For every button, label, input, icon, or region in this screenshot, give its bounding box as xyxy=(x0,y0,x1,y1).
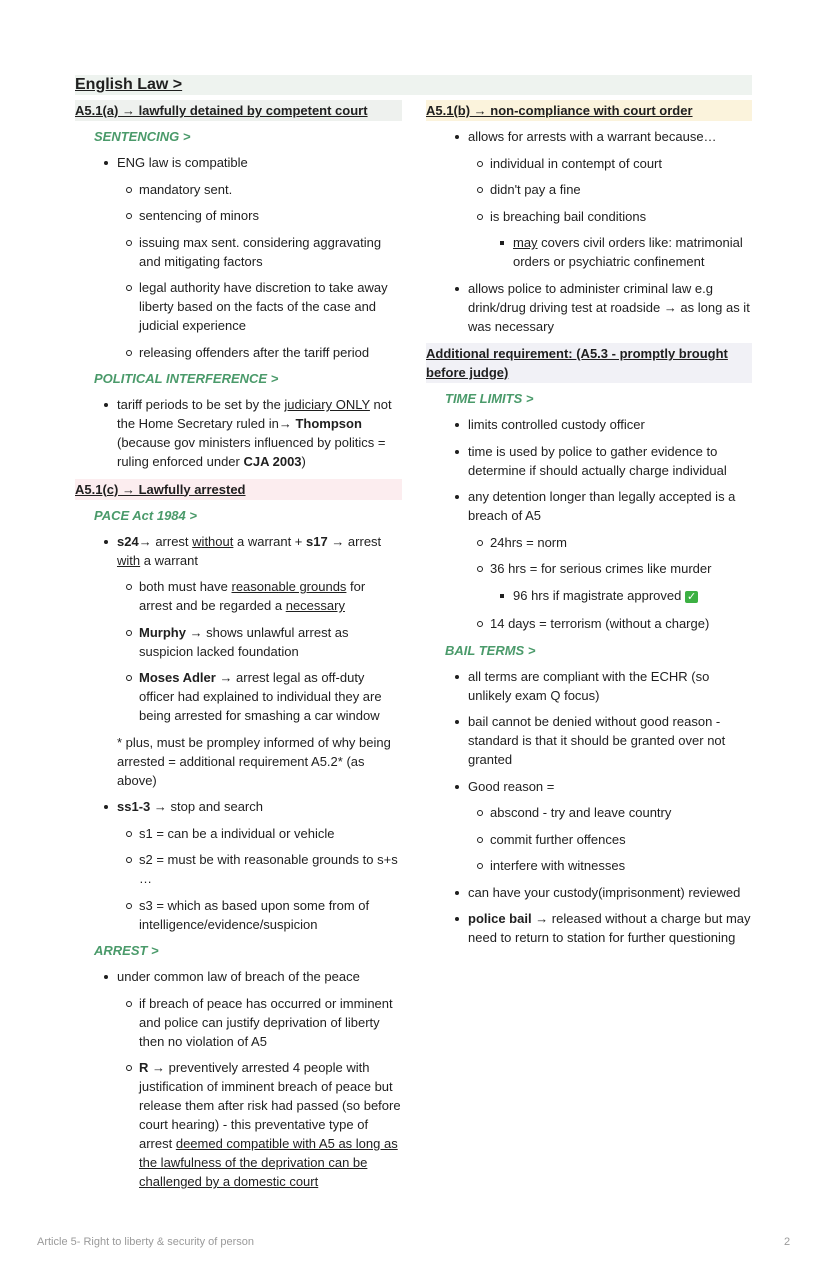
text-segment: is breaching bail conditions xyxy=(490,208,647,224)
list-item xyxy=(426,233,752,271)
list-item xyxy=(426,777,752,796)
text-segment: both must have xyxy=(139,579,232,594)
list-item-text xyxy=(490,856,752,875)
text-segment: → preventively arrested 4 people with justification of imminent breach of peace but release them after risk had passed (so before court hearing) - this preventative type of arrest xyxy=(139,1060,401,1151)
text-segment: commit further offences xyxy=(490,831,626,847)
section-heading xyxy=(75,100,402,121)
bullet-icon xyxy=(126,285,132,291)
list-item xyxy=(75,233,402,271)
list-item xyxy=(426,207,752,226)
list-item xyxy=(75,180,402,199)
text-segment: covers civil orders like: matrimonial orders or psychiatric confinement xyxy=(513,235,743,269)
footer-page-number: 2 xyxy=(784,1236,791,1248)
text-segment: A5.1(c) → Lawfully arrested xyxy=(75,481,246,497)
check-icon: ✓ xyxy=(686,590,697,603)
footer-document-title: Article 5- Right to liberty & security of person xyxy=(37,1236,255,1248)
text-segment: a warrant + xyxy=(233,533,306,549)
list-item xyxy=(75,206,402,225)
bullet-icon xyxy=(104,161,108,165)
text-segment: → shows unlawful arrest as suspicion lacked foundation xyxy=(139,624,349,659)
text-segment: individual in contempt of court xyxy=(490,155,662,171)
text-segment: allows for arrests with a warrant because… xyxy=(468,129,717,144)
list-item-text xyxy=(139,577,402,615)
list-item xyxy=(75,153,402,172)
list-item xyxy=(426,586,752,607)
text-segment: Additional requirement: (A5.3 - promptly brought before judge) xyxy=(426,346,728,380)
text-segment: 96 hrs if magistrate approved xyxy=(513,587,685,603)
list-item-text xyxy=(490,559,752,578)
list-item-text xyxy=(513,233,752,271)
list-item-text xyxy=(139,343,402,362)
text-segment: (because gov ministers influenced by politics = ruling enforced under xyxy=(117,435,386,469)
list-item-text xyxy=(490,614,752,633)
bullet-icon xyxy=(126,1001,132,1007)
right-column xyxy=(426,100,752,955)
list-item xyxy=(75,824,402,843)
bullet-icon xyxy=(477,621,483,627)
text-segment: all terms are compliant with the ECHR (so unlikely exam Q focus) xyxy=(468,668,710,703)
page-title: English Law > xyxy=(75,76,183,93)
bullet-icon xyxy=(500,241,504,245)
list-item-text xyxy=(468,667,752,705)
list-item-text xyxy=(139,233,402,271)
text-segment: → arrest legal as off-duty officer had explained to individual they are being arrested for smashing a car window xyxy=(139,670,382,723)
list-item xyxy=(426,883,752,902)
text-segment: s24 xyxy=(117,533,139,549)
subsection-heading: ARREST > xyxy=(94,943,159,958)
text-segment: interfere with witnesses xyxy=(490,858,626,873)
list-item-text xyxy=(490,154,752,173)
bullet-icon xyxy=(126,857,132,863)
list-item xyxy=(426,803,752,822)
list-item-text xyxy=(117,153,402,172)
text-segment: 14 days = terrorism (without a charge) xyxy=(490,616,710,631)
text-segment: 36 hrs = for serious crimes like murder xyxy=(490,561,712,576)
list-item-text xyxy=(468,909,752,947)
bullet-icon xyxy=(126,213,132,219)
bullet-icon xyxy=(477,540,483,546)
list-item xyxy=(426,667,752,705)
list-item xyxy=(426,442,752,480)
text-segment: s17 xyxy=(306,533,328,549)
list-item xyxy=(75,797,402,816)
text-segment: legal authority have discretion to take away liberty based on the facts of the case and judicial experience xyxy=(139,280,388,333)
bullet-icon xyxy=(455,135,459,139)
subsection-heading: BAIL TERMS > xyxy=(445,642,536,658)
bullet-icon xyxy=(477,863,483,869)
list-item xyxy=(75,343,402,362)
text-segment: A5.1(a) → lawfully detained by competent court xyxy=(75,103,368,118)
bullet-icon xyxy=(477,214,483,220)
list-item xyxy=(426,127,752,146)
text-segment: didn't pay a fine xyxy=(490,182,581,197)
list-item-text xyxy=(468,883,752,902)
list-item-text xyxy=(468,487,752,525)
text-segment: R xyxy=(139,1060,149,1075)
list-item-text xyxy=(139,278,402,335)
text-segment: judiciary ONLY xyxy=(284,397,370,412)
text-segment: police bail xyxy=(468,911,532,926)
section-heading xyxy=(426,100,752,121)
list-item xyxy=(75,1058,402,1191)
list-item xyxy=(75,668,402,725)
text-segment: releasing offenders after the tariff period xyxy=(139,344,370,360)
text-segment: abscond - try and leave country xyxy=(490,805,672,820)
bullet-icon xyxy=(104,403,108,407)
list-item xyxy=(75,623,402,661)
list-item-text xyxy=(139,180,402,199)
bullet-icon xyxy=(455,450,459,454)
text-segment: → arrest xyxy=(327,533,382,549)
text-segment: bail cannot be denied without good reason - standard is that it should be granted over not granted xyxy=(468,714,726,767)
bullet-icon xyxy=(455,675,459,679)
bullet-icon xyxy=(477,837,483,843)
text-segment: s3 = which as based upon some from of intelligence/evidence/suspicion xyxy=(139,897,370,932)
bullet-icon xyxy=(455,495,459,499)
subsection-heading: TIME LIMITS > xyxy=(445,391,534,406)
text-segment: if breach of peace has occurred or imminent and police can justify deprivation of liberty then no violation of A5 xyxy=(139,995,393,1049)
bullet-icon xyxy=(477,566,483,572)
text-segment: → released without a charge but may need to return to station for further questioning xyxy=(468,911,751,945)
list-item-text xyxy=(139,896,402,934)
list-item-text xyxy=(468,777,752,796)
text-segment: with xyxy=(117,552,141,568)
list-item-text xyxy=(490,830,752,849)
bullet-icon xyxy=(500,594,504,598)
text-segment: under common law of breach of the peace xyxy=(117,969,360,984)
text-segment: Good reason = xyxy=(468,778,555,794)
text-segment: not the Home Secretary ruled in→ xyxy=(117,397,392,431)
bullet-icon xyxy=(126,675,132,681)
list-item xyxy=(75,994,402,1051)
list-item-text xyxy=(139,850,402,888)
list-item-text xyxy=(117,967,402,986)
text-segment: time is used by police to gather evidence to determine if should actually charge individual xyxy=(468,443,727,478)
bullet-icon xyxy=(126,187,132,193)
list-item xyxy=(426,487,752,525)
text-segment: s1 = can be a individual or vehicle xyxy=(139,825,335,841)
bullet-icon xyxy=(126,1065,132,1071)
list-item-text xyxy=(468,279,752,336)
text-segment: → arrest xyxy=(138,533,193,549)
bullet-icon xyxy=(126,350,132,356)
text-segment: deemed compatible with A5 as long as the lawfulness of the deprivation can be challenged by a domestic court xyxy=(139,1136,398,1189)
text-segment: sentencing of minors xyxy=(139,208,259,223)
text-segment: A5.1(b) → non-compliance with court order xyxy=(426,103,693,118)
list-item-text xyxy=(490,533,752,552)
list-item-text xyxy=(117,797,402,816)
bullet-icon xyxy=(477,187,483,193)
text-segment: ) xyxy=(301,454,306,469)
list-item-text xyxy=(117,532,402,570)
list-item xyxy=(75,896,402,934)
section-heading xyxy=(426,343,752,383)
list-item-text xyxy=(139,623,402,661)
list-item xyxy=(75,850,402,888)
list-item xyxy=(75,278,402,335)
list-item xyxy=(426,712,752,769)
text-segment: Moses Adler xyxy=(139,670,216,685)
bullet-icon xyxy=(477,161,483,167)
list-item-text xyxy=(468,442,752,480)
list-item-text xyxy=(139,668,402,725)
text-segment: 24hrs = norm xyxy=(490,534,567,550)
bullet-icon xyxy=(455,891,459,895)
list-item xyxy=(426,856,752,875)
subsection-heading: PACE Act 1984 > xyxy=(94,507,197,523)
bullet-icon xyxy=(104,975,108,979)
list-item xyxy=(75,395,402,471)
text-segment: any detention longer than legally accepted is a breach of A5 xyxy=(468,489,736,523)
text-segment: Murphy xyxy=(139,624,186,640)
bullet-icon xyxy=(455,785,459,789)
text-segment: a warrant xyxy=(140,552,198,568)
list-item-text xyxy=(139,824,402,843)
bullet-icon xyxy=(126,240,132,246)
text-segment: for arrest and be regarded a xyxy=(139,579,366,613)
text-segment: allows police to administer criminal law e.g drink/drug driving test at roadside → as long as it was necessary xyxy=(468,280,750,334)
bullet-icon xyxy=(126,630,132,636)
list-item-text xyxy=(117,395,402,471)
bullet-icon xyxy=(455,917,459,921)
bullet-icon xyxy=(126,584,132,590)
list-item xyxy=(426,830,752,849)
list-item xyxy=(426,909,752,947)
text-segment: * plus, must be prompley informed of why being arrested = additional requirement A5.2* (as above) xyxy=(117,734,391,788)
list-item xyxy=(426,415,752,434)
list-item xyxy=(426,614,752,633)
list-item xyxy=(75,577,402,615)
list-item xyxy=(426,180,752,199)
list-item-text xyxy=(139,206,402,225)
bullet-icon xyxy=(126,831,132,837)
text-segment: necessary xyxy=(285,598,345,613)
list-item xyxy=(426,559,752,578)
bullet-icon xyxy=(455,720,459,724)
text-segment: ENG law is compatible xyxy=(117,155,248,170)
text-segment: s2 = must be with reasonable grounds to s+s … xyxy=(139,852,398,886)
bullet-icon xyxy=(104,805,108,809)
list-item-text xyxy=(490,207,752,226)
list-item-text xyxy=(139,994,402,1051)
text-segment: can have your custody(imprisonment) reviewed xyxy=(468,884,741,900)
list-item-text xyxy=(490,180,752,199)
section-heading xyxy=(75,479,402,500)
text-segment: Thompson xyxy=(295,416,362,431)
list-item-text xyxy=(468,712,752,769)
text-segment: reasonable grounds xyxy=(231,579,347,594)
text-segment: CJA 2003 xyxy=(243,454,302,469)
list-item xyxy=(75,532,402,570)
list-item-text xyxy=(139,1058,402,1191)
text-segment: may xyxy=(513,235,538,250)
text-segment: mandatory sent. xyxy=(139,181,233,197)
left-column xyxy=(75,100,402,1199)
list-item xyxy=(426,279,752,336)
list-item-text xyxy=(490,803,752,822)
list-item xyxy=(75,967,402,986)
text-segment: → stop and search xyxy=(150,799,263,814)
subsection-heading: POLITICAL INTERFERENCE > xyxy=(94,371,279,386)
bullet-icon xyxy=(104,540,108,544)
list-item xyxy=(426,533,752,552)
list-item xyxy=(426,154,752,173)
text-segment: limits controlled custody officer xyxy=(468,417,645,432)
text-segment: issuing max sent. considering aggravating and mitigating factors xyxy=(139,234,382,269)
list-item-text xyxy=(513,586,752,607)
bullet-icon xyxy=(455,287,459,291)
text-segment: without xyxy=(192,533,234,549)
list-item-text xyxy=(468,415,752,434)
text-segment: ss1-3 xyxy=(117,799,151,814)
bullet-icon xyxy=(477,810,483,816)
list-item-text xyxy=(468,127,752,146)
subsection-heading: SENTENCING > xyxy=(94,129,191,144)
bullet-icon xyxy=(126,903,132,909)
bullet-icon xyxy=(455,423,459,427)
text-segment: tariff periods to be set by the xyxy=(117,397,285,412)
note-paragraph xyxy=(75,733,402,790)
